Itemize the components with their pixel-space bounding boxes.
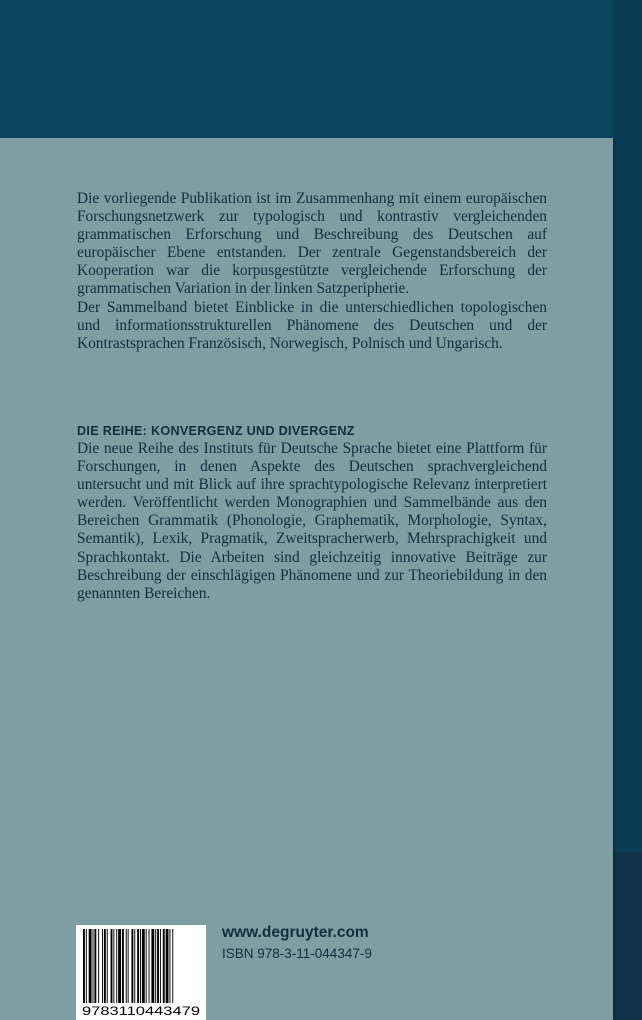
series-heading: DIE REIHE: KONVERGENZ UND DIVERGENZ (77, 424, 355, 438)
barcode-bar (104, 929, 106, 1003)
publisher-info (222, 923, 372, 963)
spine-edge-lower (613, 852, 642, 1020)
barcode-bar (126, 929, 127, 1003)
barcode-bar (102, 929, 103, 1003)
barcode-bar (149, 929, 150, 1003)
barcode-bar (86, 929, 87, 1003)
barcode-bar (163, 929, 165, 1003)
publisher-url: www.degruyter.com (222, 924, 369, 941)
barcode-bar (140, 929, 141, 1003)
barcode-bar (151, 929, 154, 1003)
barcode-bar (113, 929, 114, 1003)
barcode-bar (83, 929, 85, 1003)
isbn-barcode (76, 925, 206, 1020)
description-paragraph-1: Die vorliegende Publikation ist im Zusammenhang mit einem europäischen Forschungsnetzwerk zur typologisch und kontrastiv vergleichenden grammatischen Erforschung und Beschreibung des Deutschen auf europäischer Ebene entstanden. Der zentrale Gegenstandsbereich der Kooperation war die korpusgestützte vergleichende Erforschung der grammatischen Variation in der linken Satzperipherie. (77, 190, 547, 298)
barcode-bar (172, 929, 173, 1003)
barcode-bar (111, 929, 113, 1003)
barcode-bar (169, 929, 170, 1003)
top-color-band (0, 0, 642, 140)
barcode-bar (93, 929, 94, 1003)
isbn-number: ISBN 978-3-11-044347-9 (222, 946, 372, 961)
barcode-bar (122, 929, 124, 1003)
description-paragraph-2: Der Sammelband bietet Einblicke in die unterschiedlichen topologischen und informationsstrukturellen Phänomene des Deutschen und der Kontrastsprachen Französisch, Norwegisch, Polnisch und Ungarisch. (77, 298, 547, 352)
barcode-bar (89, 929, 92, 1003)
barcode-bar (155, 929, 156, 1003)
barcode-bar (146, 929, 147, 1003)
series-body: Die neue Reihe des Instituts für Deutsche Sprache bietet eine Plattform für Forschungen, in denen Aspekte des Deutschen sprachvergleichend untersucht und mit Blick auf ihre sprachtypologische Relevanz interpretiert werden. Veröffentlicht werden Monographien und Sammelbände aus den Bereichen Grammatik (Phonologie, Graphematik, Morphologie, Syntax, Semantik), Lexik, Pragmatik, Zweitspracherwerb, Mehrsprachigkeit und Sprachkontakt. Die Arbeiten sind gleichzeitig innovative Beiträge zur Beschreibung der einschlägigen Phänomene und zur Theoriebildung in den genannten Bereichen. (77, 440, 547, 602)
barcode-bar (94, 929, 96, 1003)
barcode-bar (118, 929, 121, 1003)
barcode-bar (166, 929, 169, 1003)
barcode-bar (142, 929, 145, 1003)
barcode-bar (128, 929, 129, 1003)
barcode-bar (116, 929, 117, 1003)
barcode-bar (98, 929, 99, 1003)
barcode-bar (107, 929, 108, 1003)
barcode-graphic (76, 925, 206, 1020)
publication-description (77, 190, 547, 353)
barcode-bar (137, 929, 139, 1003)
barcode-digits: 9783110443479 (82, 1006, 200, 1018)
barcode-bar (157, 929, 159, 1003)
barcode-bar (134, 929, 135, 1003)
series-description (77, 422, 547, 603)
barcode-bar (160, 929, 161, 1003)
barcode-bar (131, 929, 133, 1003)
